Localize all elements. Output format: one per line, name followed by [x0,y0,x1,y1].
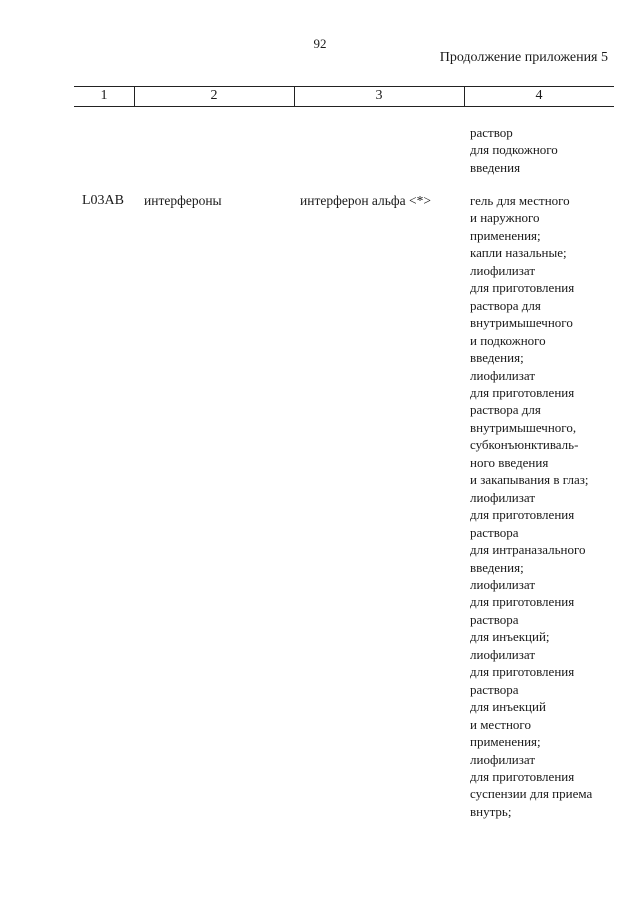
dosage-form-line: введения; [470,350,524,366]
dosage-form-line: лиофилизат [470,489,536,505]
dosage-form-line: и наружного [470,210,540,226]
dosage-form-line: раствора [470,681,519,697]
dosage-form-line: для приготовления [470,768,575,784]
dosage-form-line: лиофилизат [470,751,536,767]
dosage-form-line: гель для местного [470,193,570,208]
dosage-form-line: раствора [470,524,519,540]
header-col-3: 3 [375,88,383,103]
dosage-form-line: раствора для [470,297,541,313]
dosage-form-line: лиофилизат [470,646,536,662]
dosage-form-line: раствор [470,125,513,140]
dosage-form-line: и местного [470,716,531,732]
dosage-form-line: для инъекций [470,699,546,715]
dosage-form-line: для интраназального [470,542,586,558]
table-header-row [74,86,614,107]
dosage-form-line: введения [470,159,521,175]
dosage-form-line: субконъюнктиваль- [470,437,579,453]
dosage-form-line: для приготовления [470,594,575,610]
header-col-2: 2 [210,88,218,103]
dosage-form-line: внутрь; [470,803,512,819]
continuation-caption: Продолжение приложения 5 [439,50,608,65]
dosage-form-line: применения; [470,734,541,750]
atc-code: L03AB [82,193,124,208]
dosage-form-line: суспензии для приема [470,786,593,802]
dosage-form-line: внутримышечного [470,315,573,331]
dosage-form-line: лиофилизат [470,367,536,383]
dosage-form-line: внутримышечного, [470,419,577,435]
dosage-form-line: для приготовления [470,280,575,296]
dosage-form-line: и подкожного [470,332,546,348]
dosage-forms-list [470,192,592,820]
dosage-form-line: применения; [470,227,541,243]
dosage-form-line: для приготовления [470,507,575,523]
dosage-form-line: для приготовления [470,384,575,400]
dosage-form-line: лиофилизат [470,262,536,278]
dosage-form-line: для подкожного [470,142,558,158]
page-number: 92 [313,36,327,51]
dosage-form-line: раствора для [470,402,541,418]
header-col-1: 1 [100,88,108,103]
dosage-form-line: ного введения [470,454,549,470]
header-col-4: 4 [535,88,543,103]
dosage-form-line: раствора [470,611,519,627]
dosage-form-line: лиофилизат [470,576,536,592]
dosage-form-line: для приготовления [470,664,575,680]
previous-row-dosage-form [470,124,558,176]
drug-name: интерферон альфа <*> [300,193,432,208]
dosage-form-line: и закапывания в глаз; [470,472,589,488]
pharmacological-group: интерфероны [144,193,222,208]
dosage-form-line: капли назальные; [470,245,567,261]
dosage-form-line: введения; [470,559,524,575]
dosage-form-line: для инъекций; [470,629,550,645]
